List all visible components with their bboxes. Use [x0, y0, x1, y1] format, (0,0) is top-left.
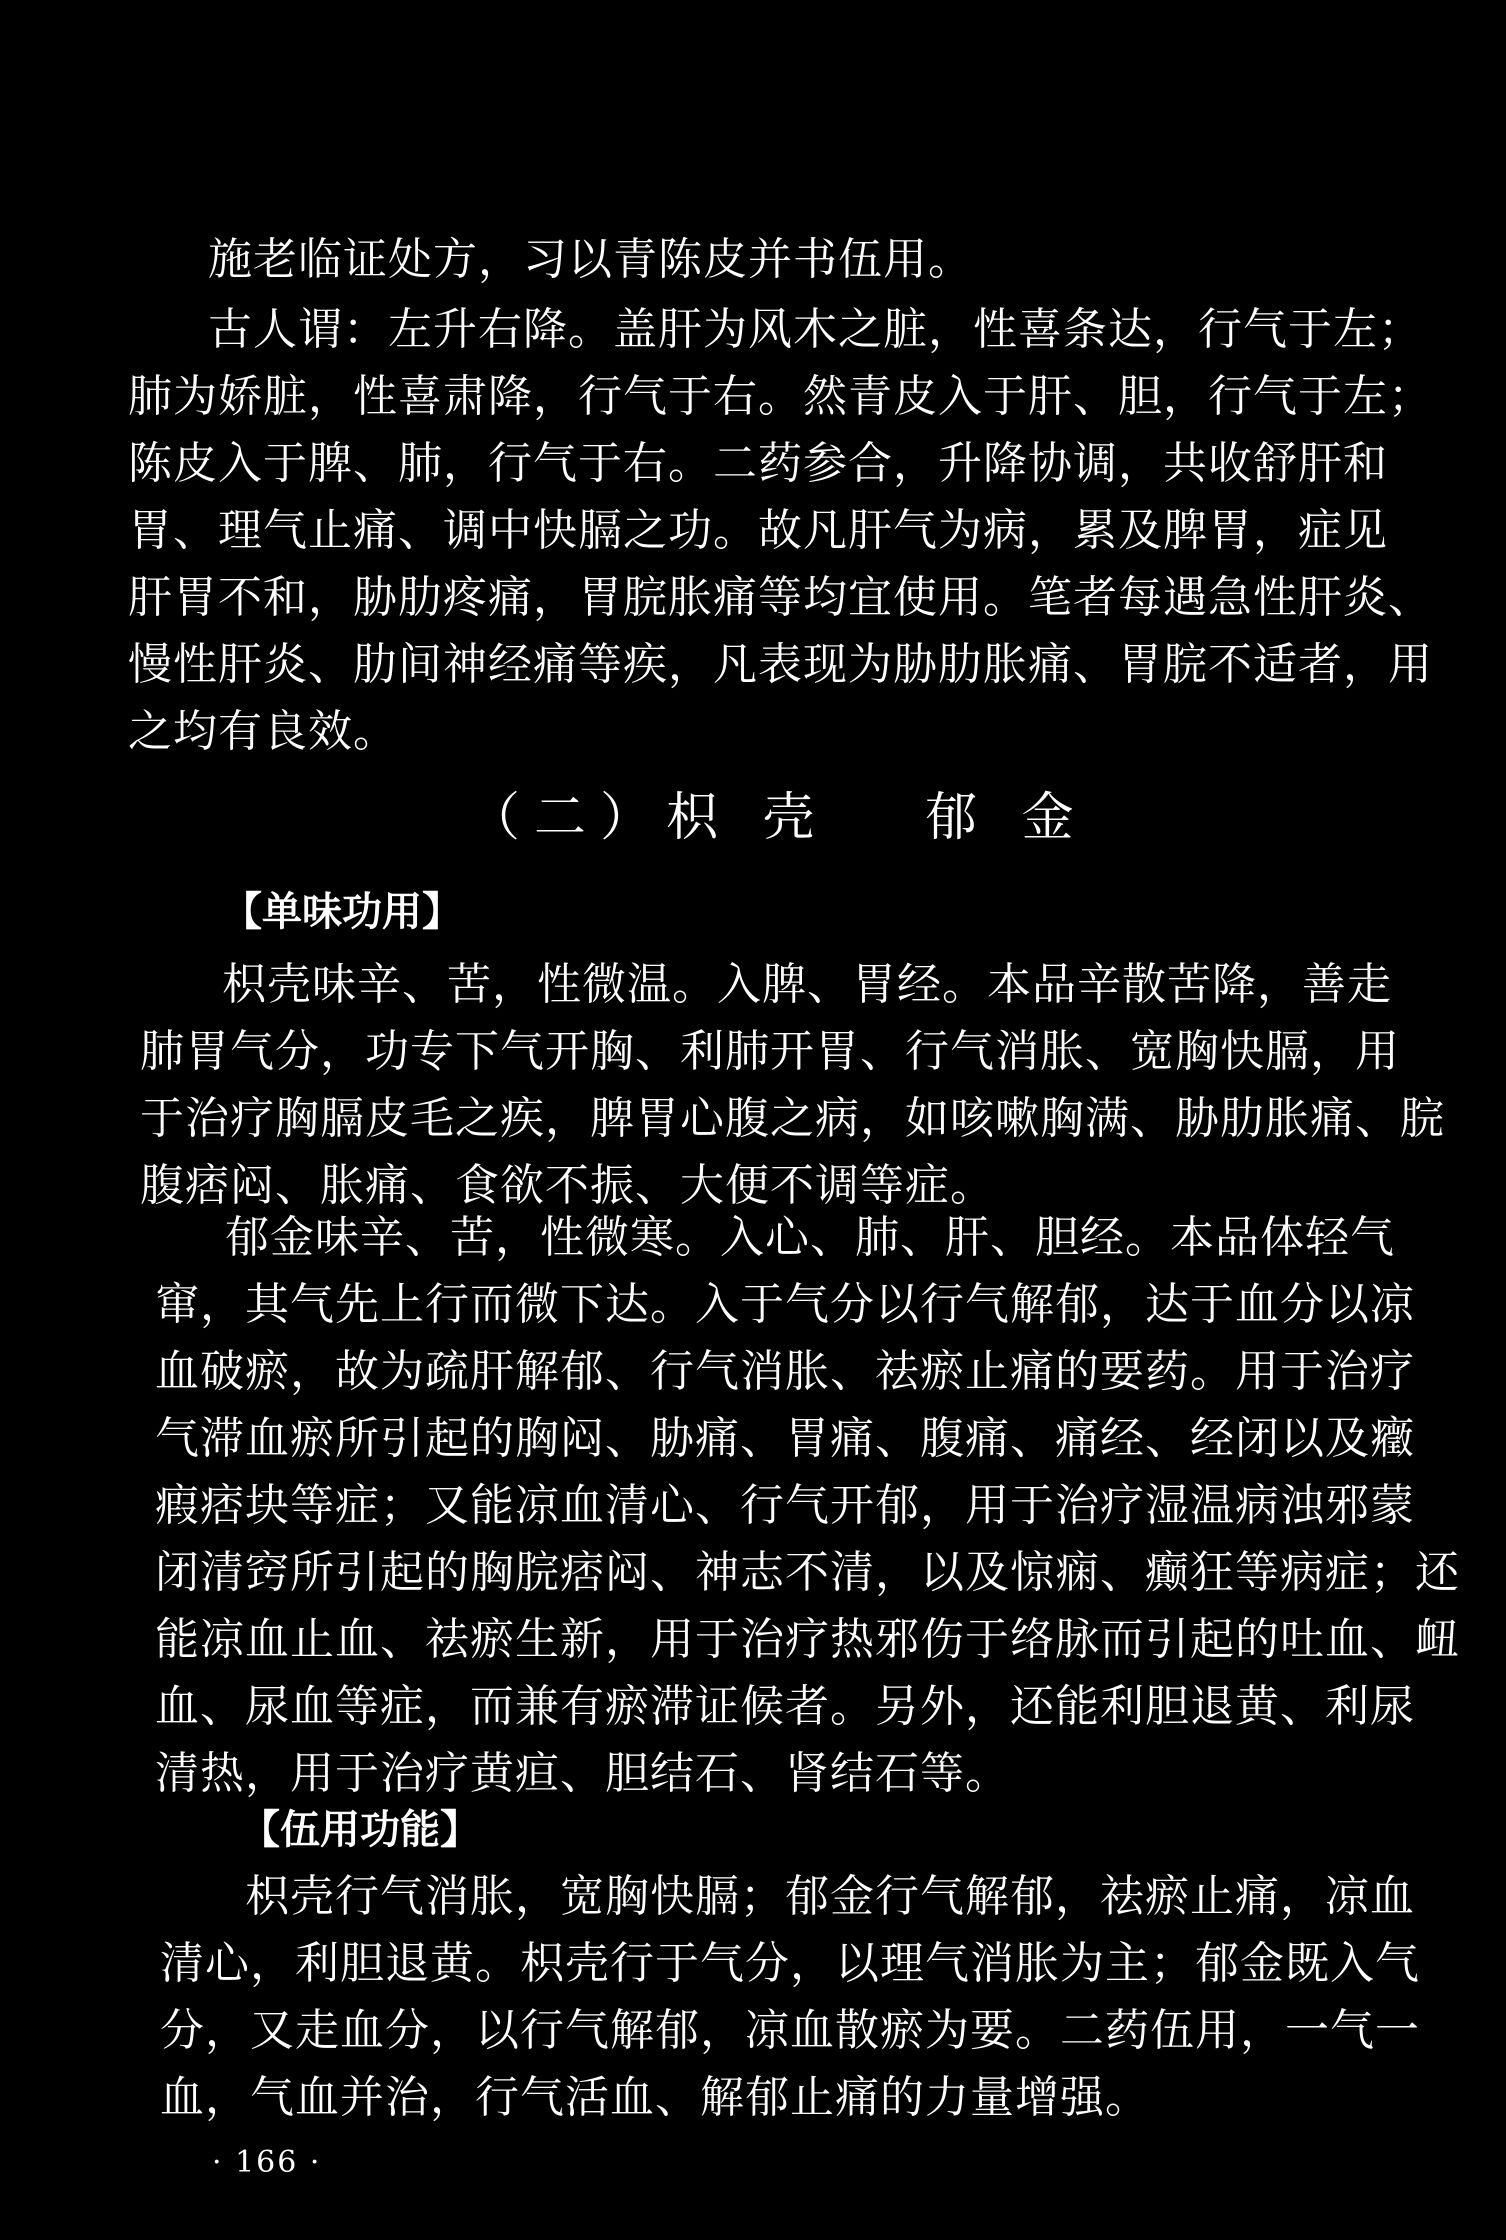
text-line: 肺胃气分，功专下气开胸、利肺开胃、行气消胀、宽胸快膈，用	[140, 1026, 1400, 1077]
text-line: 陈皮入于脾、肺，行气于右。二药参合，升降协调，共收舒肝和	[128, 438, 1388, 489]
text-line: 闭清窍所引起的胸脘痞闷、神志不清，以及惊痫、癫狂等病症；还	[155, 1547, 1460, 1598]
text-line: 肺为娇脏，性喜肃降，行气于右。然青皮入于肝、胆，行气于左；	[128, 371, 1433, 422]
page-number: · 166 ·	[212, 2145, 322, 2180]
section-title: （二）枳 壳 郁 金	[468, 788, 1088, 848]
text-line: 能凉血止血、祛瘀生新，用于治疗热邪伤于络脉而引起的吐血、衄	[155, 1614, 1460, 1665]
subheading-single-function: 【单味功用】	[222, 889, 462, 935]
text-line: 胃、理气止痛、调中快膈之功。故凡肝气为病，累及脾胃，症见	[128, 505, 1388, 556]
text-line: 血破瘀，故为疏肝解郁、行气消胀、祛瘀止痛的要药。用于治疗	[155, 1346, 1415, 1397]
text-line: 气滞血瘀所引起的胸闷、胁痛、胃痛、腹痛、痛经、经闭以及癥	[155, 1413, 1415, 1464]
text-line: 窜，其气先上行而微下达。入于气分以行气解郁，达于血分以凉	[155, 1279, 1415, 1330]
subheading-combined-function: 【伍用功能】	[240, 1807, 480, 1853]
text-line: 清热，用于治疗黄疸、胆结石、肾结石等。	[155, 1748, 1010, 1799]
text-line: 清心，利胆退黄。枳壳行于气分，以理气消胀为主；郁金既入气	[160, 1938, 1420, 1989]
text-line: 慢性肝炎、肋间神经痛等疾，凡表现为胁肋胀痛、胃脘不适者，用	[128, 639, 1433, 690]
text-line: 腹痞闷、胀痛、食欲不振、大便不调等症。	[140, 1160, 995, 1211]
text-line: 施老临证处方，习以青陈皮并书伍用。	[208, 234, 973, 285]
text-line: 瘕痞块等症；又能凉血清心、行气开郁，用于治疗湿温病浊邪蒙	[155, 1480, 1415, 1531]
text-line: 血、尿血等症，而兼有瘀滞证候者。另外，还能利胆退黄、利尿	[155, 1681, 1415, 1732]
text-line: 肝胃不和，胁肋疼痛，胃脘胀痛等均宜使用。笔者每遇急性肝炎、	[128, 572, 1433, 623]
text-line: 古人谓：左升右降。盖肝为风木之脏，性喜条达，行气于左；	[208, 304, 1423, 355]
text-line: 之均有良效。	[128, 706, 398, 757]
text-line: 于治疗胸膈皮毛之疾，脾胃心腹之病，如咳嗽胸满、胁肋胀痛、脘	[140, 1093, 1445, 1144]
text-line: 血，气血并治，行气活血、解郁止痛的力量增强。	[160, 2072, 1150, 2123]
text-line: 枳壳味辛、苦，性微温。入脾、胃经。本品辛散苦降，善走	[222, 959, 1392, 1010]
text-line: 枳壳行气消胀，宽胸快膈；郁金行气解郁，祛瘀止痛，凉血	[245, 1871, 1415, 1922]
text-line: 分，又走血分，以行气解郁，凉血散瘀为要。二药伍用，一气一	[160, 2005, 1420, 2056]
text-line: 郁金味辛、苦，性微寒。入心、肺、肝、胆经。本品体轻气	[225, 1212, 1395, 1263]
